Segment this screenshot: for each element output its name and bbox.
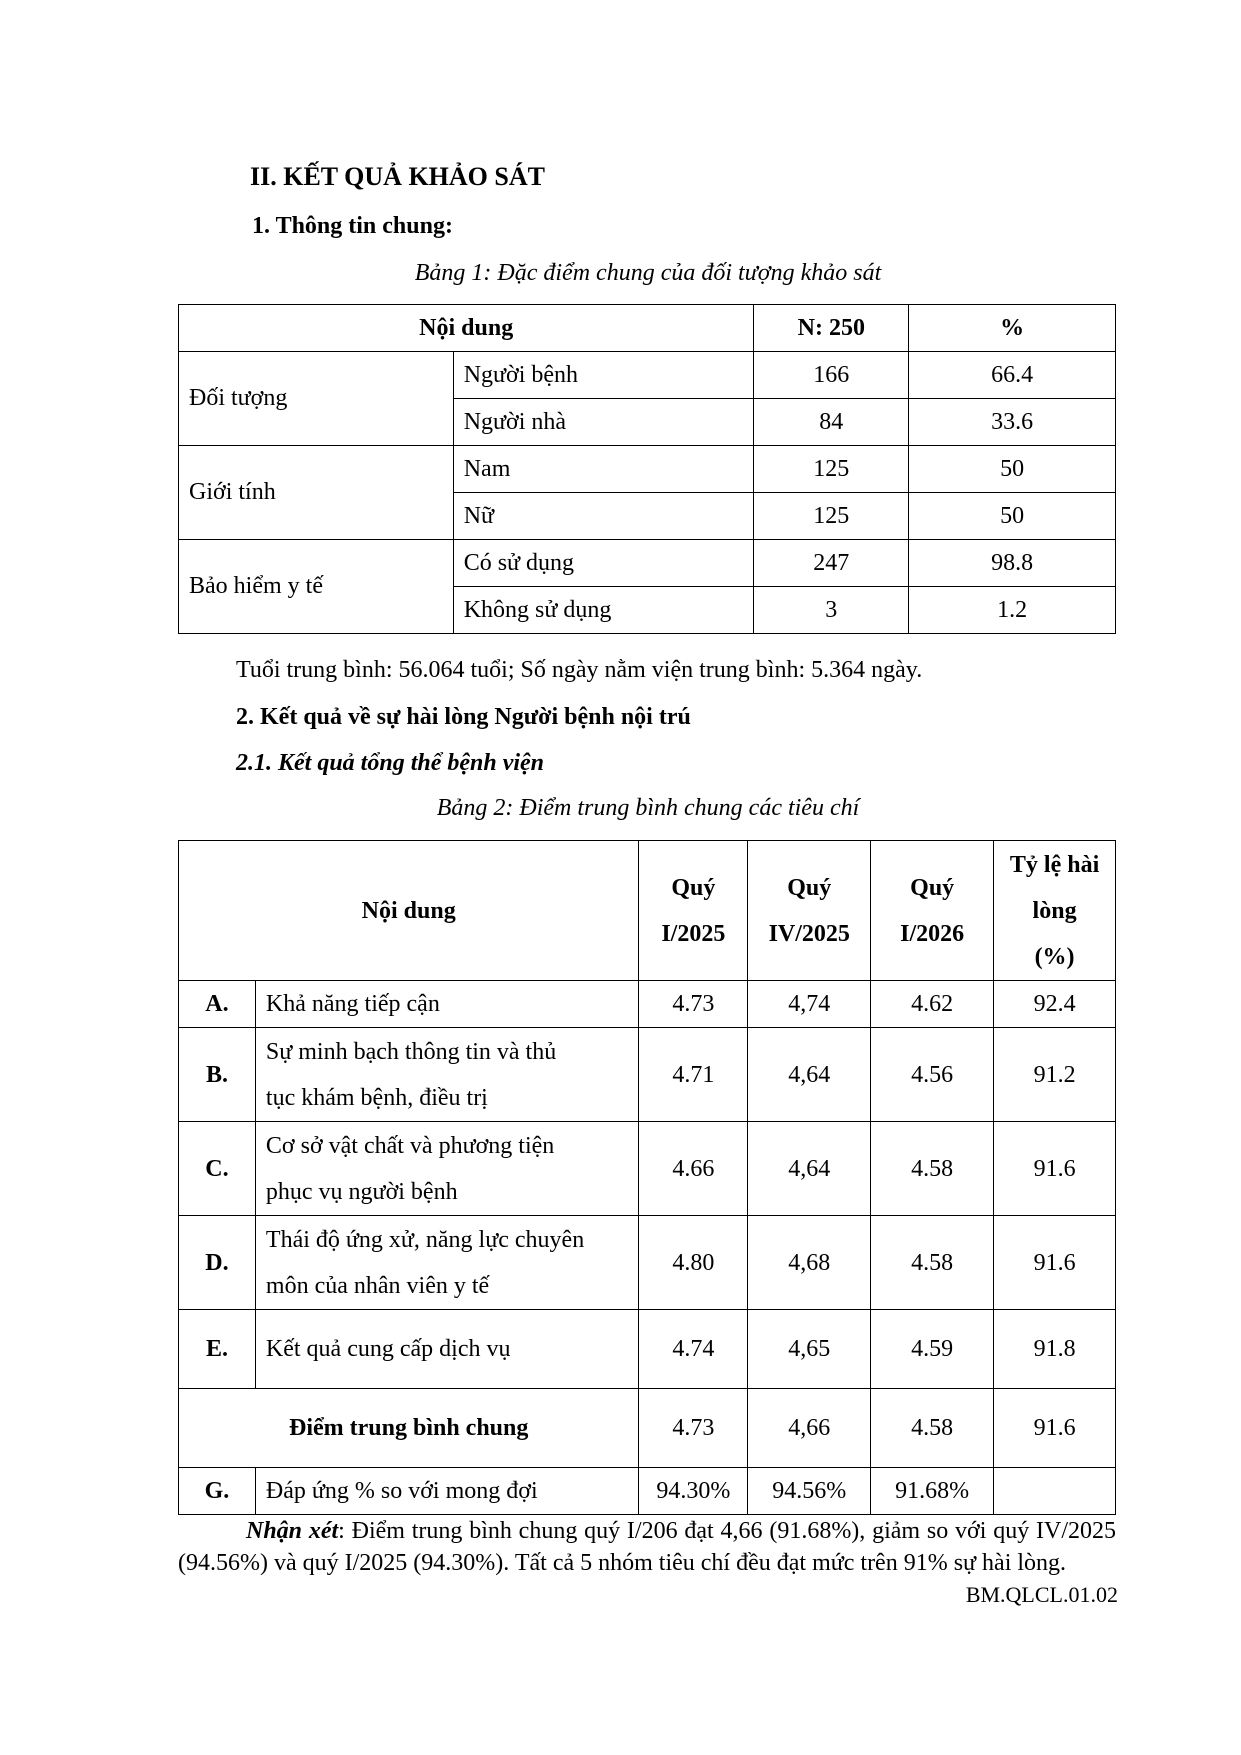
subsection-heading-general: 1. Thông tin chung: — [252, 213, 453, 239]
header-line: IV/2025 — [768, 920, 850, 947]
row-percent: 66.4 — [909, 352, 1116, 399]
row-label-line: Khả năng tiếp cận — [265, 991, 440, 1017]
row-q4-2025: 4,64 — [748, 1028, 871, 1122]
table-row — [179, 1122, 1116, 1216]
row-rate: 91.6 — [994, 1216, 1116, 1310]
header-line: lòng — [1032, 897, 1077, 924]
expectation-q1-2025: 94.30% — [639, 1468, 748, 1515]
row-q4-2025: 4,64 — [748, 1122, 871, 1216]
row-q1-2025: 4.73 — [639, 981, 748, 1028]
header-line: Quý — [787, 874, 832, 901]
header-q1-2026 — [871, 841, 994, 981]
table-row — [179, 981, 1116, 1028]
header-line: I/2025 — [661, 920, 726, 947]
expectation-label: Đáp ứng % so với mong đợi — [255, 1468, 638, 1515]
row-q1-2026: 4.58 — [871, 1216, 994, 1310]
row-rate: 91.2 — [994, 1028, 1116, 1122]
row-label — [255, 1122, 638, 1216]
row-label: Người nhà — [453, 399, 754, 446]
row-label: Có sử dụng — [453, 540, 754, 587]
average-q1-2025: 4.73 — [639, 1389, 748, 1468]
row-q4-2025: 4,74 — [748, 981, 871, 1028]
header-n: N: 250 — [754, 305, 909, 352]
average-label: Điểm trung bình chung — [179, 1389, 639, 1468]
row-n: 166 — [754, 352, 909, 399]
table-row — [179, 1028, 1116, 1122]
row-label-line: Sự minh bạch thông tin và thủ — [265, 1038, 557, 1065]
table-criteria-scores — [178, 840, 1116, 1515]
expectation-rate — [994, 1468, 1116, 1515]
row-label — [255, 1310, 638, 1389]
average-rate: 91.6 — [994, 1389, 1116, 1468]
row-n: 84 — [754, 399, 909, 446]
row-label: Không sử dụng — [453, 587, 754, 634]
subsection-heading-results: 2. Kết quả về sự hài lòng Người bệnh nội trú — [236, 704, 691, 730]
table-expectation-row — [179, 1468, 1116, 1515]
row-code: D. — [179, 1216, 256, 1310]
table-row — [179, 540, 1116, 587]
row-percent: 50 — [909, 446, 1116, 493]
header-line: Quý — [910, 874, 955, 901]
row-percent: 98.8 — [909, 540, 1116, 587]
table-average-row — [179, 1389, 1116, 1468]
expectation-q4-2025: 94.56% — [748, 1468, 871, 1515]
table1-caption: Bảng 1: Đặc điểm chung của đối tượng khảo sát — [414, 260, 882, 286]
row-label-line: tục khám bệnh, điều trị — [265, 1084, 488, 1111]
row-q4-2025: 4,68 — [748, 1216, 871, 1310]
subsection-heading-overall: 2.1. Kết quả tổng thể bệnh viện — [236, 750, 545, 776]
row-label-line: môn của nhân viên y tế — [265, 1272, 490, 1299]
table-row — [179, 352, 1116, 399]
table-row — [179, 446, 1116, 493]
comment-text: : Điểm trung bình chung quý I/206 đạt 4,66 (91.68%), giảm so với quý IV/2025 (94.56%) và quý I/2025 (94.30%). Tất cả 5 nhóm tiêu chí đều đạt mức trên 91% sự hài lòng. — [178, 1518, 1116, 1576]
table-header-row — [179, 841, 1116, 981]
row-label-line: Cơ sở vật chất và phương tiện — [265, 1132, 555, 1159]
row-code: E. — [179, 1310, 256, 1389]
row-label — [255, 1028, 638, 1122]
row-label-line: Kết quả cung cấp dịch vụ — [265, 1336, 511, 1362]
row-percent: 50 — [909, 493, 1116, 540]
average-q4-2025: 4,66 — [748, 1389, 871, 1468]
row-q1-2026: 4.62 — [871, 981, 994, 1028]
row-q1-2026: 4.58 — [871, 1122, 994, 1216]
header-line: Tỷ lệ hài — [1009, 851, 1100, 878]
row-rate: 91.6 — [994, 1122, 1116, 1216]
table-header-row — [179, 305, 1116, 352]
row-code: B. — [179, 1028, 256, 1122]
header-content: Nội dung — [179, 841, 639, 981]
expectation-q1-2026: 91.68% — [871, 1468, 994, 1515]
row-label: Người bệnh — [453, 352, 754, 399]
row-percent: 1.2 — [909, 587, 1116, 634]
row-n: 3 — [754, 587, 909, 634]
row-q1-2026: 4.56 — [871, 1028, 994, 1122]
group-label: Bảo hiểm y tế — [179, 540, 454, 634]
header-q4-2025 — [748, 841, 871, 981]
table2-caption: Bảng 2: Điểm trung bình chung các tiêu chí — [436, 795, 860, 821]
header-line: (%) — [1034, 943, 1075, 970]
table-row — [179, 1310, 1116, 1389]
row-label — [255, 1216, 638, 1310]
average-q1-2026: 4.58 — [871, 1389, 994, 1468]
row-q1-2025: 4.66 — [639, 1122, 748, 1216]
row-label-line: phục vụ người bệnh — [265, 1178, 458, 1205]
form-code: BM.QLCL.01.02 — [965, 1582, 1118, 1607]
comment-paragraph — [178, 1515, 1116, 1579]
table1-note: Tuổi trung bình: 56.064 tuổi; Số ngày nằm viện trung bình: 5.364 ngày. — [236, 657, 923, 683]
header-percent: % — [909, 305, 1116, 352]
row-percent: 33.6 — [909, 399, 1116, 446]
row-n: 125 — [754, 493, 909, 540]
row-q1-2026: 4.59 — [871, 1310, 994, 1389]
row-q4-2025: 4,65 — [748, 1310, 871, 1389]
header-content: Nội dung — [179, 305, 754, 352]
header-line: I/2026 — [900, 920, 965, 947]
row-q1-2025: 4.80 — [639, 1216, 748, 1310]
row-n: 125 — [754, 446, 909, 493]
row-label: Nam — [453, 446, 754, 493]
row-rate: 92.4 — [994, 981, 1116, 1028]
header-line: Quý — [671, 874, 716, 901]
row-code: C. — [179, 1122, 256, 1216]
group-label: Đối tượng — [179, 352, 454, 446]
table-row — [179, 1216, 1116, 1310]
table-general-characteristics — [178, 304, 1116, 634]
group-label: Giới tính — [179, 446, 454, 540]
section-heading: II. KẾT QUẢ KHẢO SÁT — [250, 162, 545, 191]
row-rate: 91.8 — [994, 1310, 1116, 1389]
row-label: Nữ — [453, 493, 754, 540]
expectation-code: G. — [179, 1468, 256, 1515]
row-n: 247 — [754, 540, 909, 587]
row-label — [255, 981, 638, 1028]
row-label-line: Thái độ ứng xử, năng lực chuyên — [265, 1226, 585, 1253]
header-rate — [994, 841, 1116, 981]
row-code: A. — [179, 981, 256, 1028]
row-q1-2025: 4.74 — [639, 1310, 748, 1389]
comment-label: Nhận xét — [246, 1518, 339, 1544]
row-q1-2025: 4.71 — [639, 1028, 748, 1122]
header-q1-2025 — [639, 841, 748, 981]
